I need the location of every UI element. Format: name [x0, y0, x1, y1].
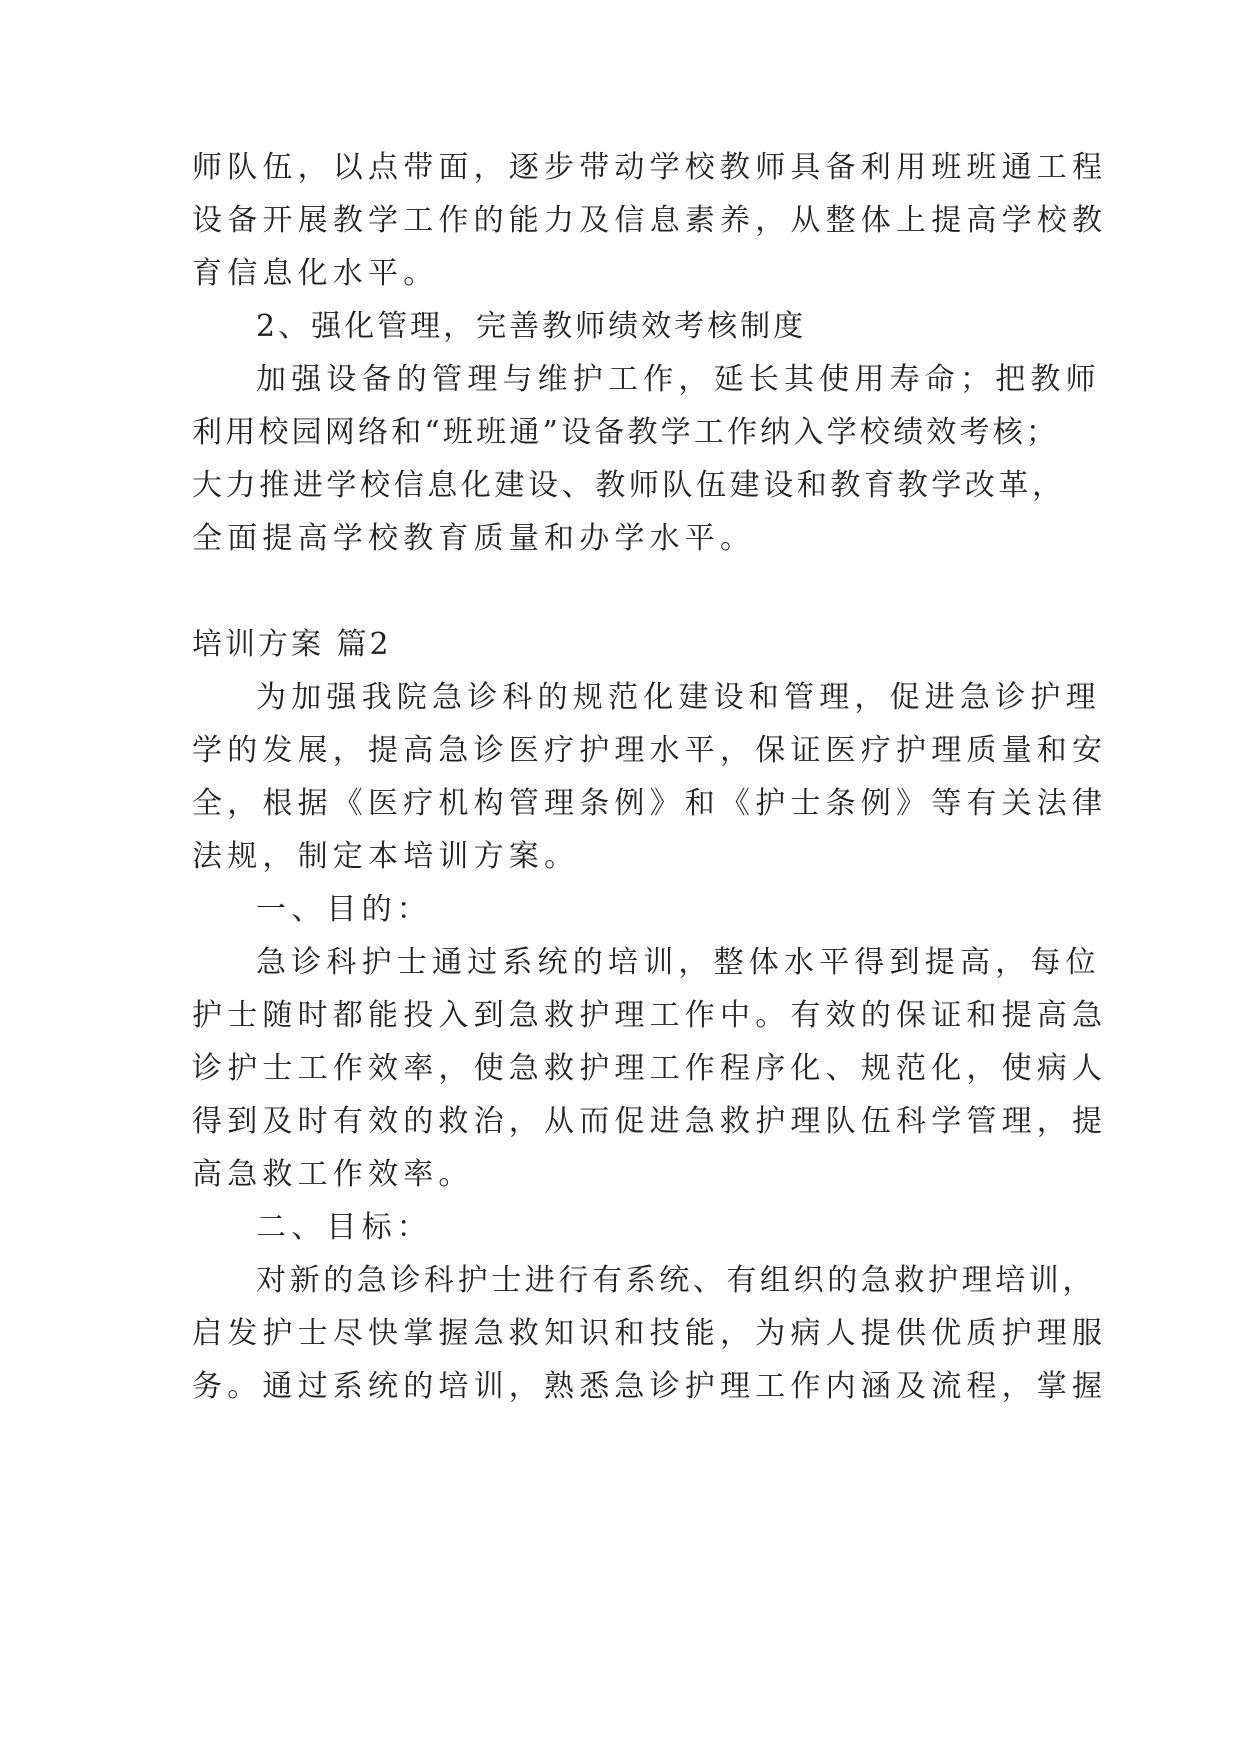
paragraph-line: 全，根据《医疗机构管理条例》和《护士条例》等有关法律	[192, 786, 1108, 821]
paragraph-line: 急诊科护士通过系统的培训，整体水平得到提高，每位	[256, 945, 1101, 980]
paragraph-line: 加强设备的管理与维护工作，延长其使用寿命；把教师	[256, 362, 1101, 397]
item-heading: 2、强化管理，完善教师绩效考核制度	[256, 309, 807, 344]
paragraph-line: 启发护士尽快掌握急救知识和技能，为病人提供优质护理服	[192, 1316, 1108, 1351]
paragraph-line: 师队伍，以点带面，逐步带动学校教师具备利用班班通工程	[192, 150, 1108, 185]
paragraph-line: 大力推进学校信息化建设、教师队伍建设和教育教学改革，	[192, 468, 1066, 503]
paragraph-line: 高急救工作效率。	[192, 1157, 474, 1192]
paragraph-line: 育信息化水平。	[192, 256, 439, 291]
item-heading: 二、目标：	[256, 1210, 432, 1245]
paragraph-line: 全面提高学校教育质量和办学水平。	[192, 521, 756, 556]
paragraph-line: 设备开展教学工作的能力及信息素养，从整体上提高学校教	[192, 203, 1108, 238]
paragraph-line: 学的发展，提高急诊医疗护理水平，保证医疗护理质量和安	[192, 733, 1108, 768]
paragraph-line: 法规，制定本培训方案。	[192, 839, 580, 874]
section-title: 培训方案 篇2	[192, 627, 392, 662]
paragraph-line: 得到及时有效的救治，从而促进急救护理队伍科学管理，提	[192, 1104, 1108, 1139]
paragraph-line: 对新的急诊科护士进行有系统、有组织的急救护理培训，	[256, 1263, 1096, 1298]
paragraph-line: 为加强我院急诊科的规范化建设和管理，促进急诊护理	[256, 680, 1101, 715]
paragraph-line: 利用校园网络和“班班通”设备教学工作纳入学校绩效考核；	[192, 415, 1060, 450]
paragraph-line: 诊护士工作效率，使急救护理工作程序化、规范化，使病人	[192, 1051, 1108, 1086]
item-heading: 一、目的：	[256, 892, 432, 927]
paragraph-line: 务。通过系统的培训，熟悉急诊护理工作内涵及流程，掌握	[192, 1369, 1108, 1404]
paragraph-line: 护士随时都能投入到急救护理工作中。有效的保证和提高急	[192, 998, 1108, 1033]
